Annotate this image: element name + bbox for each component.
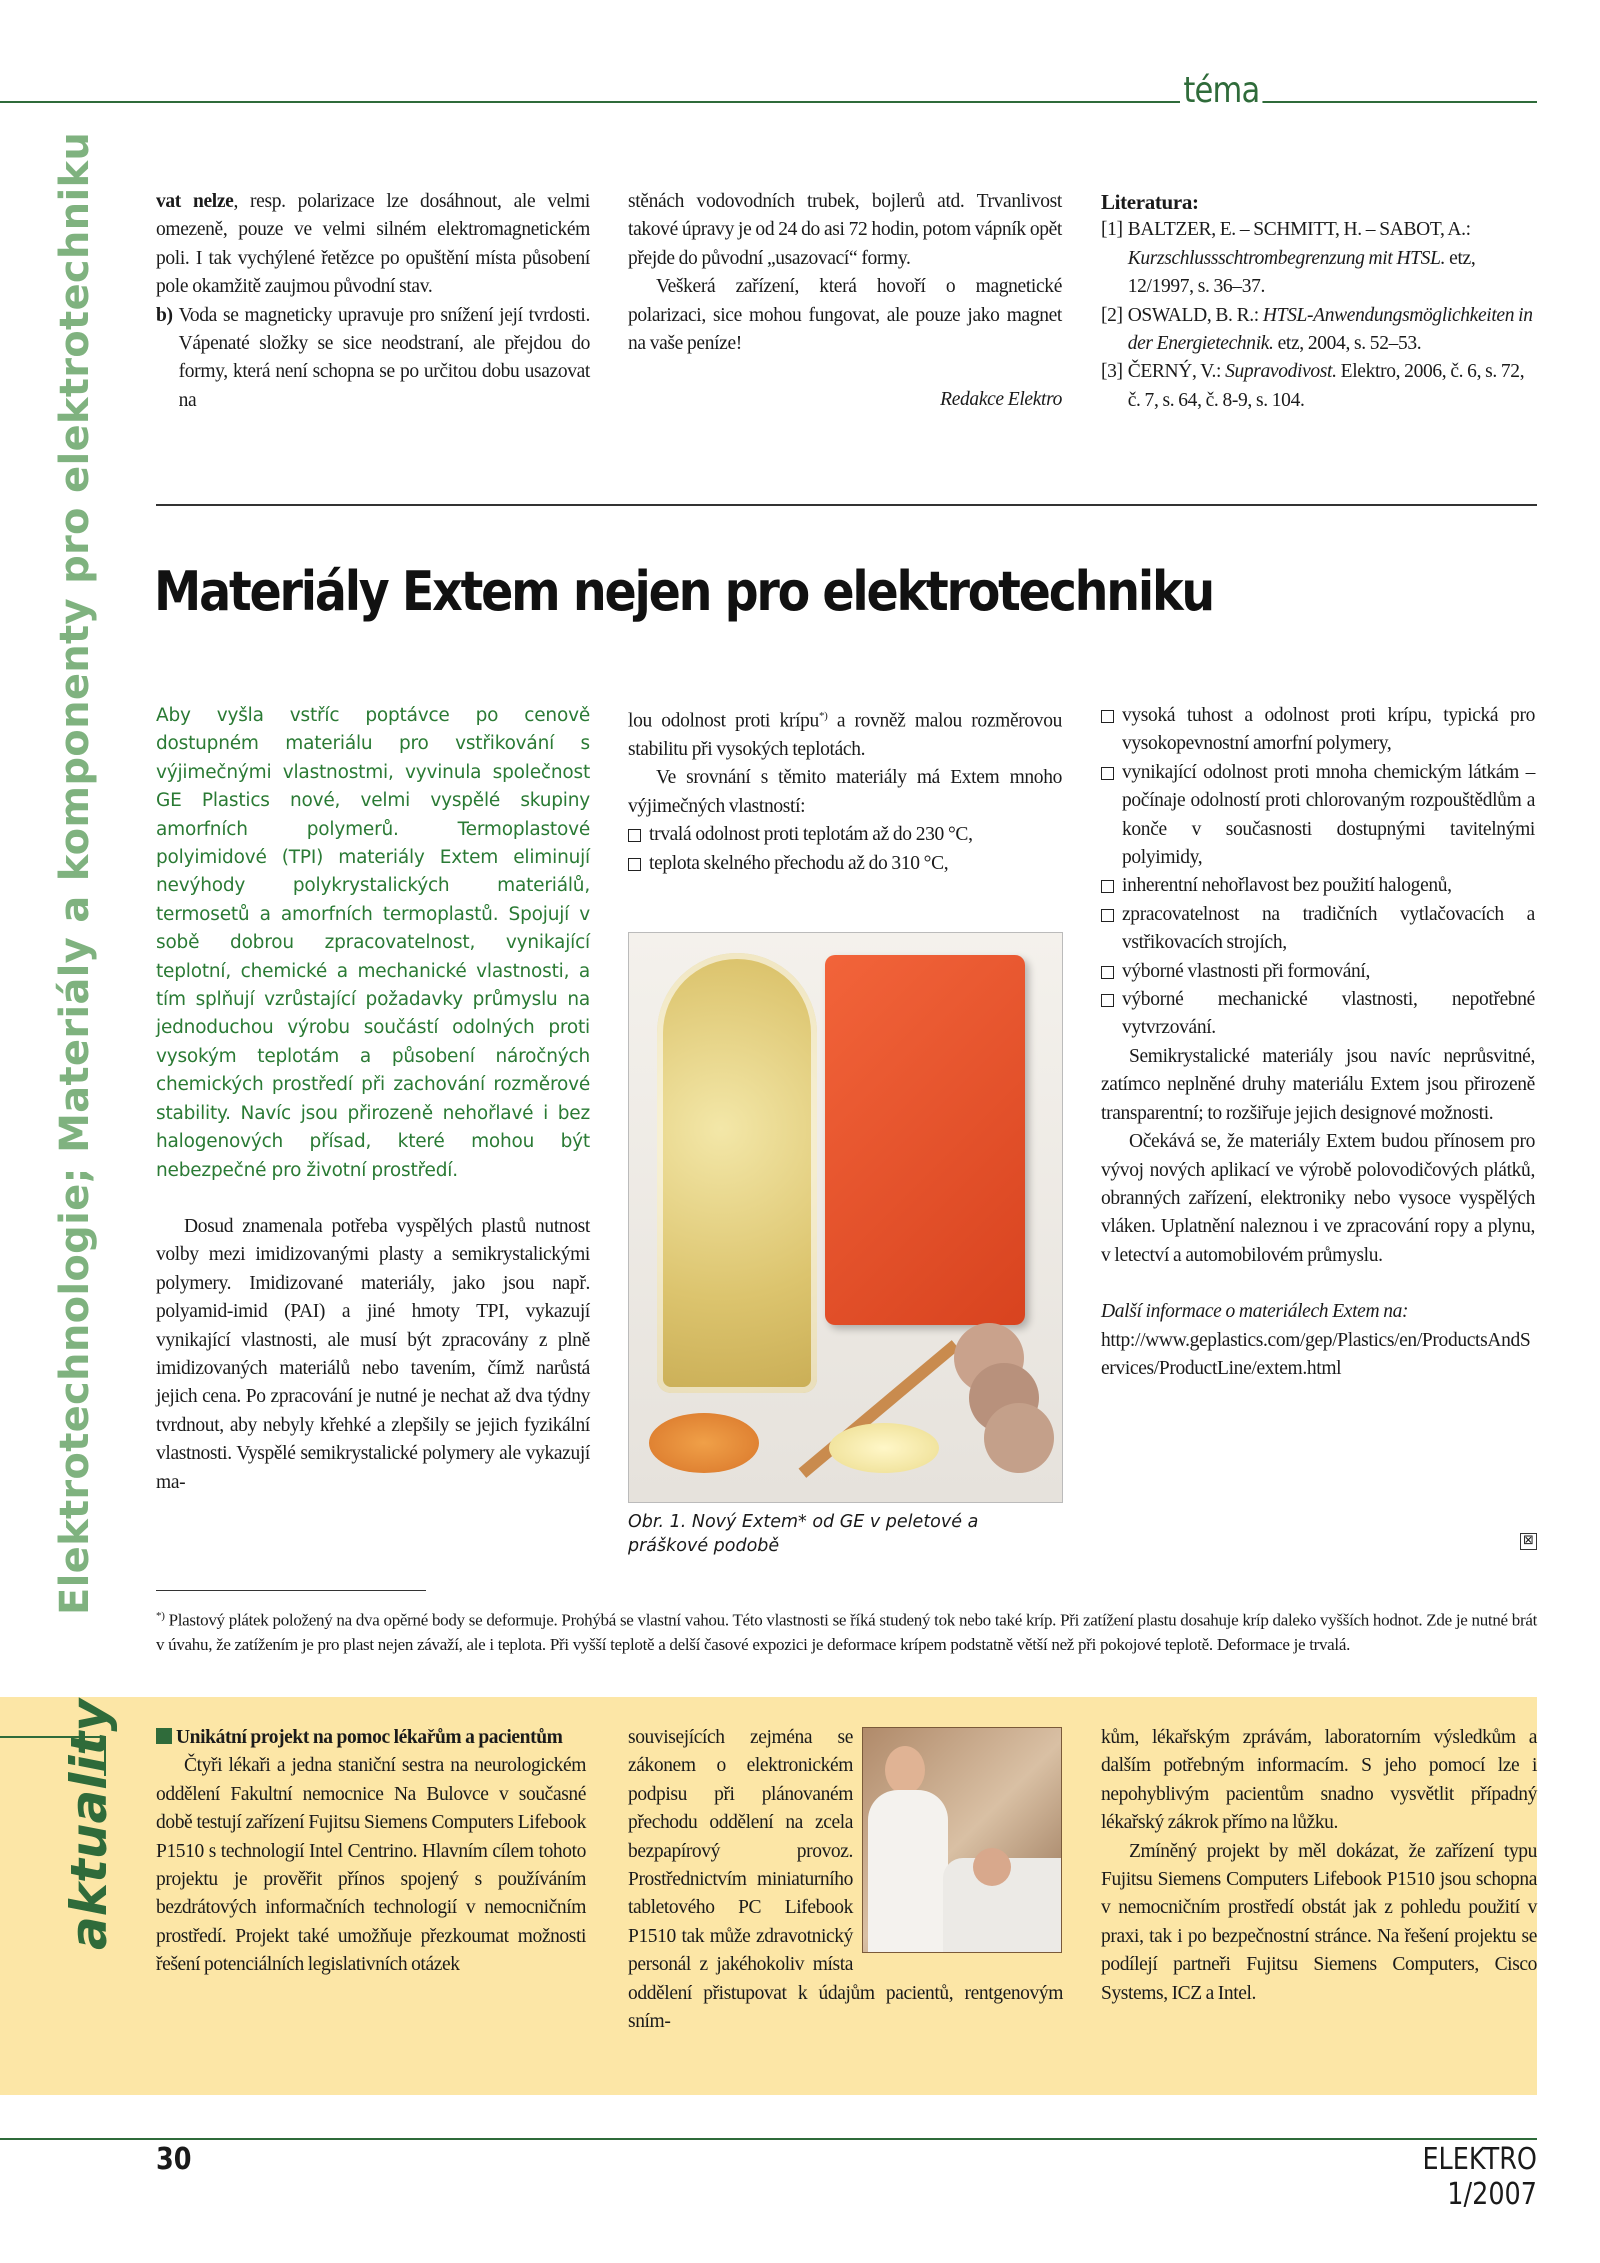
paragraph: kům, lékařským zprávám, laboratorním výsledkům a dalším potřebným informacím. S jeho pomocí lze i nepohyblivým pacientům snadno vysvětlit případný lékařský zákrok přímo na lůžku. — [1101, 1727, 1537, 1834]
article-intro: Aby vyšla vstříc poptávce po cenově dostupném materiálu pro vstřikování s výjimečnými vlastnostmi, vyvinula společnost GE Plastics nové, velmi vyspělé skupiny amorfních polymerů. Termoplastové polyimidové (TPI) materiály Extem eliminují nevýhody polykrystalických materiálů, termosetů a amorfních termoplastů. Spojují v sobě dobrou zpracovatelnost, vynikající teplotní, chemické a mechanické vlastnosti, a tím splňují vzrůstající požadavky průmyslu na jednoduchou výrobu součástí odolných proti vysokým teplotám a působení náročných chemických prostředí při zachování rozměrové stability. Navíc jsou přirozeně nehořlavé i bez halogenových přísad, které mohou být nebezpečné pro životní prostředí. — [156, 705, 590, 1181]
list-label: b) — [156, 304, 173, 326]
paragraph: Dosud znamenala potřeba vyspělých plastů nutnost volby mezi imidizovanými plasty a semikrystalickými polymery. Imidizované materiály, jako jsou např. polyamid-imid (PAI) a jiné hmoty TPI, vykazují vynikající vlastnosti, ale musí být zpracovány z plně imidizovaných materiálů nebo tavením, čímž narůstá jejich cena. Po zpracování je nutné je nechat až dva týdny tvrdnout, aby nebyly křehké a zlepšily se jejich fyzikální vlastnosti. Vyspělé semikrystalické polymery ale vykazují ma- — [156, 1215, 590, 1493]
ref-title: HTSL-Anwendungsmöglichkeiten in der Energietechnik. — [1127, 304, 1533, 355]
ref-text — [1128, 216, 1535, 301]
paragraph: Zmíněný projekt by měl dokázat, že zařízení typu Fujitsu Siemens Computers Lifebook P1510 jsou schopna v nemocničním prostředí obstát jak z pohledu použití v praxi, tak i po bezpečnostní stránce. Na řešení projektu se podílejí partneři Fujitsu Siemens Computers, Cisco Systems, ICZ a Intel. — [1101, 1840, 1537, 2004]
square-bullet-icon — [1101, 966, 1114, 979]
figure-caption: Obr. 1. Nový Extem* od GE v peletové a práškové podobě — [628, 1512, 979, 1556]
literature — [1101, 188, 1535, 415]
bullet-text: výborné mechanické vlastnosti, nepotřebné vytvrzování. — [1122, 989, 1535, 1039]
bullet-item — [1101, 872, 1535, 900]
ref-number: [2] — [1101, 304, 1123, 326]
bullet-item — [1101, 958, 1535, 986]
footnote-text: Plastový plátek položený na dva opěrné body se deformuje. Prohýbá se vlastní vahou. Této vlastnosti se říká studený tok nebo také kríp. Při zatížení plastu dosahuje kríp daleko vyšších hodnot. Zde je nutné brát v úvahu, že zatížením je pro plast nejen závaží, ale i teplota. Při vyšší teplotě a delší časové expozici je deformace krípem podstatně větší než při pokojové teplotě. Deformace je trvalá. — [156, 1610, 1538, 1654]
paragraph: Veškerá zařízení, která hovoří o magnetické polarizaci, sice mohou fungovat, ale pouze jako magnet na vaše peníze! — [628, 276, 1062, 355]
ref-title: Kurzschlussschtrombegrenzung mit HTSL. — [1127, 247, 1446, 269]
paragraph: souvisejících zejména se zákonem o elektronickém podpisu při plánovaném přechodu oddělení na zcela bezpapírový provoz. Prostřednictvím miniaturního tabletového PC Lifebook P1510 tak může zdravotnický personál z jakéhokoliv místa oddělení přistupovat k údajům pacientů, rentgenovým sním- — [628, 1727, 1063, 2033]
disc — [984, 1403, 1054, 1473]
news-heading-text: Unikátní projekt na pomoc lékařům a pacientům — [176, 1727, 563, 1748]
doctor-patient-photo — [862, 1727, 1062, 1953]
extem-product-photo — [628, 932, 1063, 1503]
literature-item — [1101, 358, 1535, 415]
paragraph: Čtyři lékaři a jedna staniční sestra na neurologickém oddělení Fakultní nemocnice Na Bulovce v současné době testují zařízení Fujitsu Siemens Computers Lifebook P1510 s technologií Intel Centrino. Hlavním cílem tohoto projektu je prověřit přínos spojený s používáním bezdrátových informačních technologií v nemocničním prostředí. Projekt také umožňuje přezkoumat možnosti řešení potenciálních legislativních otázek — [156, 1755, 586, 1976]
paragraph: Ve srovnání s těmito materiály má Extem mnoho výjimečných vlastností: — [628, 767, 1062, 817]
powder-jar — [657, 953, 817, 1393]
news-col3 — [1101, 1724, 1537, 2008]
literature-heading: Literatura: — [1101, 190, 1199, 214]
ref-title: Supravodivost. — [1225, 361, 1337, 383]
prev-article-col1 — [156, 188, 590, 415]
more-info-link[interactable]: http://www.geplastics.com/gep/Plastics/en/ProductsAndServices/ProductLine/extem.html — [1101, 1329, 1531, 1379]
prev-article-col2 — [628, 188, 1062, 415]
ref-source: etz, 2004, s. 52–53. — [1277, 333, 1422, 355]
square-bullet-icon — [628, 829, 641, 842]
bullet-text: výborné vlastnosti při formování, — [1122, 960, 1370, 982]
square-bullet-icon — [1101, 767, 1114, 780]
ref-authors: ČERNÝ, V.: — [1127, 361, 1222, 383]
text: lou odolnost proti krípu — [628, 710, 819, 732]
end-of-article-icon: ⊠ — [1520, 1533, 1537, 1550]
doctor-coat — [868, 1790, 948, 1953]
square-bullet-icon — [1101, 909, 1114, 922]
bullet-item — [1101, 901, 1535, 958]
square-bullet-icon — [1101, 710, 1114, 723]
paragraph: Voda se magneticky upravuje pro snížení její tvrdosti. Vápenaté složky se sice neodstraní, ale přejdou do formy, která není schopna se po určitou dobu usazovat na — [178, 304, 590, 411]
square-bullet-icon — [1101, 994, 1114, 1007]
ref-source: Elektro, 2006, č. 6, s. 72, č. 7, s. 64, č. 8-9, s. 104. — [1127, 361, 1525, 411]
bullet-text: vynikající odolnost proti mnoha chemickým látkám – počínaje odolností proti chlorovaným rozpouštědlům a konče v současnosti dostupnými tavitelnými polyimidy, — [1122, 761, 1535, 869]
article-col2 — [628, 702, 1062, 878]
pellets — [649, 1413, 759, 1473]
ref-source: etz, 12/1997, s. 36–37. — [1127, 247, 1476, 298]
bullet-item — [1101, 986, 1535, 1043]
issue-label: ELEKTRO 1/2007 — [1422, 2142, 1537, 2212]
article-col3 — [1101, 702, 1535, 1383]
bullet-item — [628, 821, 1062, 849]
article-col1 — [156, 702, 590, 1497]
ref-text — [1128, 358, 1535, 415]
powder-heap — [829, 1423, 939, 1473]
footnote-ref: *) — [818, 710, 828, 722]
bullet-text: teplota skelného přechodu až do 310 °C, — [649, 852, 949, 874]
text: a rovněž malou rozměrovou stabilitu při vysokých teplotách. — [628, 710, 1062, 760]
bullet-text: vysoká tuhost a odolnost proti krípu, typická pro vysokopevnostní amorfní polymery, — [1122, 705, 1535, 755]
bullet-item — [1101, 702, 1535, 759]
page-number: 30 — [156, 2142, 192, 2177]
footnote-mark: *) — [156, 1610, 165, 1622]
doctor-head — [885, 1746, 925, 1794]
article-title: Materiály Extem nejen pro elektrotechniku — [154, 560, 1214, 623]
more-info-label: Další informace o materiálech Extem na: — [1101, 1301, 1409, 1323]
ref-number: [3] — [1101, 361, 1123, 383]
square-bullet-icon — [628, 858, 641, 871]
red-plate — [825, 955, 1025, 1325]
footnote — [156, 1604, 1537, 1657]
ref-text — [1128, 302, 1535, 359]
footnote-rule — [156, 1590, 426, 1591]
paragraph: Očekává se, že materiály Extem budou přínosem pro vývoj nových aplikací ve výrobě polovodičových plátků, obranných zařízení, elektroniky nebo vysoce vyspělých vláken. Uplatnění naleznou i ve zpracování ropy a plynu, v letectví a automobilovém průmyslu. — [1101, 1131, 1535, 1266]
literature-item — [1101, 302, 1535, 359]
sidebar-category: Elektrotechnologie; Materiály a komponenty pro elektrotechniku — [52, 131, 98, 1615]
bullet-item — [1101, 759, 1535, 873]
paragraph: stěnách vodovodních trubek, bojlerů atd. Trvanlivost takové úpravy je od 24 do asi 72 hodin, potom vápník opět přejde do původní „usazovací“ formy. — [628, 191, 1062, 269]
bullet-text: inherentní nehořlavost bez použití halogenů, — [1122, 875, 1452, 897]
news-col1 — [156, 1724, 586, 1980]
footer-rule — [0, 2138, 1537, 2140]
paragraph: Semikrystalické materiály jsou navíc neprůsvitné, zatímco neplněné druhy materiálu Extem jsou přirozeně transparentní; to rozšiřuje jejich designové možnosti. — [1101, 1045, 1535, 1124]
literature-item — [1101, 216, 1535, 301]
bold-lead: vat nelze — [156, 191, 234, 212]
ref-number: [1] — [1101, 219, 1123, 241]
news-section-label: aktuality — [60, 1698, 118, 1950]
square-bullet-icon — [156, 1728, 172, 1744]
square-bullet-icon — [1101, 880, 1114, 893]
ref-authors: BALTZER, E. – SCHMITT, H. – SABOT, A.: — [1127, 219, 1471, 241]
signature: Redakce Elektro — [940, 389, 1062, 411]
header-rule — [0, 101, 1537, 103]
article-divider — [156, 504, 1537, 506]
paragraph: , resp. polarizace lze dosáhnout, ale velmi omezeně, pouze ve velmi silném elektromagnetickém poli. I tak vychýlené řetězce po opuštění místa působení pole okamžitě zaujmou původní stav. — [156, 191, 590, 298]
ref-authors: OSWALD, B. R.: — [1127, 304, 1259, 326]
list-item-b — [156, 302, 590, 416]
bullet-text: trvalá odolnost proti teplotám až do 230 °C, — [649, 824, 973, 846]
bullet-text: zpracovatelnost na tradičních vytlačovacích a vstřikovacích strojích, — [1122, 903, 1535, 954]
section-label: téma — [1180, 70, 1263, 111]
news-heading — [156, 1724, 586, 1752]
patient-head — [973, 1848, 1011, 1886]
bullet-item — [628, 850, 1062, 878]
